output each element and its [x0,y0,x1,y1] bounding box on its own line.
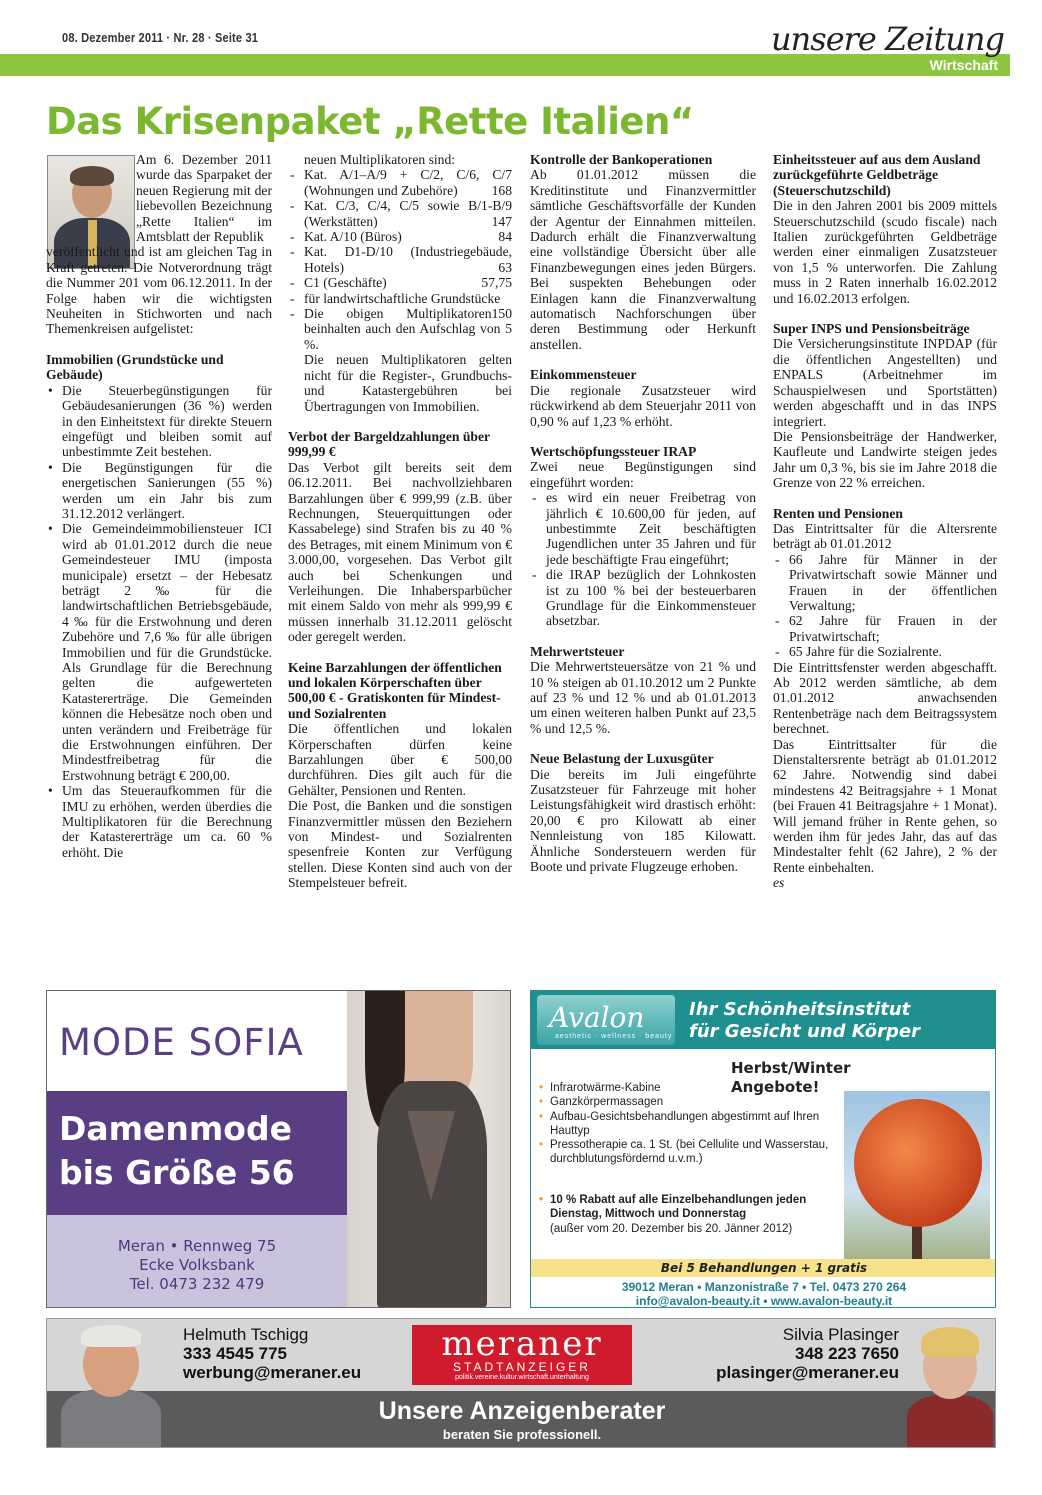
meraner-logo: meraner STADTANZEIGER politik.vereine.kultur.wirtschaft.unterhaltung [412,1325,632,1385]
heading-einkommensteuer: Einkommensteuer [530,367,637,383]
ad-sofia-title: MODE SOFIA [59,1021,304,1064]
advisors-subtitle: beraten Sie professionell. [442,1427,602,1442]
author-signature: es [773,875,785,891]
inps-paragraph-1: Die Versicherungsinstitute INPDAP (für die öffentlichen Angestellten) und ENPALS (Arbeitnehmer im Schauspielwesen und Sportstätten) werden abgeschafft und in das INPS integriert. [773,336,997,429]
heading-kontrolle: Kontrolle der Bankoperationen [530,152,713,167]
advisor-left: Helmuth Tschigg 333 4545 775 werbung@meraner.eu [183,1325,362,1382]
list-item: • Aufbau-Gesichtsbehandlungen abgestimmt auf Ihren Hauttyp [539,1110,829,1139]
renten-paragraph-2: Die Eintrittsfenster werden abgeschafft. Ab 2012 werden sämtliche, ab dem 01.01.2012 anwachsenden Rentenbeträge nach dem Beitragssystem berechnet. [773,659,997,737]
heading-verbot: Verbot der Bargeldzahlungen über 999,99 € [288,428,490,460]
list-item: - die IRAP bezüglich der Lohnkosten ist zu 100 % bei der besteuerbaren Grundlage für die Einkommensteuer absetzbar. [530,567,756,629]
ad-avalon [530,990,996,1308]
article-column-3 [530,152,756,874]
heading-renten: Renten und Pensionen [773,505,903,521]
list-item: - Die obigen Multiplikatoren beinhalten auch den Aufschlag von 5 %. [288,306,512,352]
kontrolle-paragraph: Ab 01.01.2012 müssen die Kreditinstitute und Finanzvermittler sämtliche Geschäftsvorfälle der Kunden der Agentur der Einnahmen mitteilen. Dadurch erhält die Finanzverwaltung eine vollständige Übersicht über alle Finanzbewegungen eines jeden Bürgers. Bei suspekten Behebungen oder Einlagen kann die Finanzverwaltung automatisch Nachforschungen über deren Bestimmung oder Herkunft anstellen. [530,167,756,352]
avalon-service-list [539,1081,829,1167]
heading-inps: Super INPS und Pensionsbeiträge [773,321,970,337]
section-label: Wirtschaft [929,57,998,73]
list-item: • Die Begünstigungen für die energetischen Sanierungen (55 %) werden um ein Jahr bis zum 31.12.2012 verlängert. [46,460,272,522]
avalon-promo-band: Bei 5 Behandlungen + 1 gratis [531,1259,996,1277]
avalon-offer: Herbst/Winter Angebote! [731,1059,851,1096]
list-item: • Ganzkörpermassagen [539,1095,829,1109]
article-column-4 [773,152,997,891]
ad-mode-sofia [46,990,511,1308]
ad-sofia-address-2: Ecke Volksbank [139,1256,255,1274]
heading-immobilien: Immobilien (Grundstücke und Gebäude) [46,351,224,383]
einheitssteuer-paragraph: Die in den Jahren 2001 bis 2009 mittels Steuerschutzschild (scudo fiscale) nach Italien zurückgeführten Geldbeträge werden einer einmaligen Zusatzsteuer von 1,5 % unterworfen. Die Zahlung muss in 2 Raten innerhalb 16.02.2012 und 16.02.2013 erfolgen. [773,198,997,306]
heading-irap: Wertschöpfungssteuer IRAP [530,443,697,459]
renten-paragraph-1: Das Eintrittsalter für die Altersrente beträgt ab 01.01.2012 [773,520,997,552]
ad-sofia-address: Meran • Rennweg 75 [117,1237,277,1255]
list-item: - es wird ein neuer Freibetrag von jährlich € 10.600,00 für jeden, auf unbestimmte Zeit beschäftigten Jugendlichen unter 35 Jahren und für jede beschäftigte Frau eingeführt; [530,490,756,567]
heading-mehrwertsteuer: Mehrwertsteuer [530,643,625,659]
advisors-title: Unsere Anzeigenberater [378,1397,666,1425]
mehrwertsteuer-paragraph: Die Mehrwertsteuersätze von 21 % und 10 % steigen ab 01.10.2012 um 2 Punkte auf 23 % und 12 % und ab 01.01.2013 um einen weiteren halben Punkt auf 23,5 % und 12,5 %. [530,659,756,736]
avalon-logo: Avalon aesthetic · wellness · beauty [537,995,675,1045]
einkommensteuer-paragraph: Die regionale Zusatzsteuer wird rückwirkend ab dem Steuerjahr 2011 von 0,90 % auf 1,23 % erhöht. [530,382,756,429]
multiplier-note: Die neuen Multiplikatoren gelten nicht für die Register-, Grundbuchs- und Katastergebühren bei Übertragungen von Immobilien. [304,352,512,414]
renten-paragraph-3: Das Eintrittsalter für die Dienstaltersrente beträgt ab 01.01.2012 62 Jahre. Notwendig sind dabei mindestens 42 Beitragsjahre + 1 Monat (bei Frauen 41 Beitragsjahre + 1 Monat). Will jemand früher in Rente gehen, so werden ihm für jedes Jahr, das auf das Mindestalter fehlt (62 Jahre), 2 % der Rente einbehalten. [773,736,997,875]
intro-paragraph-b: veröffentlicht und ist am gleichen Tag in Kraft getreten. Die Notverordnung trägt die Nummer 201 vom 06.12.2011. In der Folge haben wir die wichtigsten Neuheiten in Stichworten und nach Themenkreisen aufgelistet: [46,244,272,337]
inps-paragraph-2: Die Pensionsbeiträge der Handwerker, Kaufleute und Landwirte steigen jedes Jahr um 0,3 %, bis sie im Jahre 2018 die Grenze von 22 % erreichen. [773,428,997,491]
list-item: - Kat. A/1–A/9 + C/2, C/6, C/7 (Wohnungen und Zubehöre) 168 [288,167,512,198]
intro-paragraph-a: Am 6. Dezember 2011 wurde das Sparpaket der neuen Regierung mit der liebevollen Bezeichnung „Rette Italien“ im Amtsblatt der Republik [136,152,272,245]
ad-sofia-model-photo [347,991,511,1308]
irap-paragraph: Zwei neue Begünstigungen sind eingeführt worden: [530,459,756,490]
heading-keine-barzahlungen: Keine Barzahlungen der öffentlichen und lokalen Körperschaften über 500,00 € - Gratiskonten für Mindest- und Sozialrenten [288,659,502,721]
article-column-2 [288,152,512,891]
list-item: - Kat. D1-D/10 (Industriegebäude, Hotels) 63 [288,244,512,275]
ad-sofia-line2: bis Größe 56 [59,1153,295,1192]
irap-list [530,490,756,629]
list-item: - für landwirtschaftliche Grundstücke 150 [288,291,512,306]
avalon-discount: • 10 % Rabatt auf alle Einzelbehandlungen jeden Dienstag, Mittwoch und Donnerstag (außer vom 20. Dezember bis 20. Jänner 2012) [539,1193,835,1236]
list-item: - C1 (Geschäfte) 57,75 [288,275,512,290]
luxusgueter-paragraph: Die bereits im Juli eingeführte Zusatzsteuer für Fahrzeuge mit hoher Leistungsfähigkeit wird drastisch erhöht: 20,00 € pro Kilowatt ab einer Nennleistung von 185 Kilowatt. Ähnliche Sondersteuern werden für Boote und private Flugzeuge erhoben. [530,766,756,875]
newspaper-logo: unsere Zeitung [771,20,1004,58]
multiplier-list [288,167,512,352]
keine-paragraph-2: Die Post, die Banken und die sonstigen Finanzvermittler müssen den Beziehern von Mindest- und Sozialrenten spesenfreie Konten zur Verfügung stellen. Diese Konten sind auch von der Stempelsteuer befreit. [288,798,512,891]
list-item: • Pressotherapie ca. 1 St. (bei Cellulite und Wasserstau, durchblutungsfördernd u.v.m.) [539,1138,829,1167]
heading-einheitssteuer: Einheitssteuer auf aus dem Ausland zurückgeführte Geldbeträge (Steuerschutzschild) [773,152,981,198]
ad-sofia-line1: Damenmode [59,1109,292,1148]
issue-date-line: 08. Dezember 2011 · Nr. 28 · Seite 31 [62,30,259,45]
list-item: - Kat. C/3, C/4, C/5 sowie B/1-B/9 (Werkstätten) 147 [288,198,512,229]
article-column-1 [46,152,272,860]
list-item: - 65 Jahre für die Sozialrente. [773,644,997,659]
avalon-address: 39012 Meran • Manzonistraße 7 • Tel. 0473 270 264 [621,1280,907,1294]
autumn-tree-photo [844,1091,990,1259]
ad-anzeigenberater [46,1318,996,1448]
verbot-paragraph: Das Verbot gilt bereits seit dem 06.12.2011. Bei nachvollziehbaren Barzahlungen über € 999,99 (z.B. über Rechnungen, Steuerquittungen oder Kassabelege) sind Strafen bis zu 40 % des Betrages, mit einem Minimum von € 3.000,00, vorgesehen. Das Verbot gilt auch bei Schenkungen und Verleihungen. Die Inhabersparbücher mit einem Saldo von mehr als 999,99 € müssen innerhalb 31.12.2011 gelöscht oder geregelt werden. [288,459,512,645]
keine-paragraph-1: Die öffentlichen und lokalen Körperschaften dürfen keine Barzahlungen über € 500,00 durchführen. Dies gilt auch für die Gehälter, Pensionen und Renten. [288,721,512,798]
list-item: - Kat. A/10 (Büros) 84 [288,229,512,244]
list-item: - 66 Jahre für Männer in der Privatwirtschaft sowie Männer und Frauen in der öffentlichen Verwaltung; [773,552,997,614]
heading-luxusgueter: Neue Belastung der Luxusgüter [530,751,714,767]
list-item: • Die Gemeindeimmobiliensteuer ICI wird ab 01.01.2012 durch die neue Gemeindesteuer IMU (imposta municipale) ersetzt – der Hebesatz beträgt 2 ‰ für die landwirtschaftlichen Betriebsgebäude, 4 ‰ für die Erstwohnung und deren Zubehöre und 7,6 ‰ für alle übrigen Immobilien und für die Grundstücke. Als Grundlage für die Berechnung gelten die aufgewerteten Katastererträge. Die Gemeinden können die Hebesätze noch oben und unten verändern und Freibeträge für die Erstwohnungen einführen. Der Mindestfreibetrag für die Erstwohnung beträgt € 200,00. [46,521,272,783]
multiplier-lead: neuen Multiplikatoren sind: [304,152,456,167]
avalon-title-1: Ihr Schönheitsinstitut [689,999,911,1020]
list-item: - 62 Jahre für Frauen in der Privatwirtschaft; [773,613,997,644]
advisor-right: Silvia Plasinger 348 223 7650 plasinger@meraner.eu [716,1325,899,1382]
list-item: • Die Steuerbegünstigungen für Gebäudesanierungen (36 %) werden in den Einheitstext für direkte Steuern eingefügt und bleiben somit auf unbestimmte Zeit bestehen. [46,383,272,460]
renten-list [773,552,997,660]
immobilien-list [46,383,272,861]
list-item: • Um das Steueraufkommen für die IMU zu erhöhen, werden überdies die Multiplikatoren für die Berechnung der Katastererträge um ca. 60 % erhöht. Die [46,783,272,860]
avalon-title-2: für Gesicht und Körper [689,1021,920,1042]
avalon-contact: info@avalon-beauty.it • www.avalon-beauty.it [635,1294,893,1308]
list-item: • Infrarotwärme-Kabine [539,1081,829,1095]
ad-sofia-phone: Tel. 0473 232 479 [129,1275,265,1293]
article-headline: Das Krisenpaket „Rette Italien“ [46,100,694,143]
